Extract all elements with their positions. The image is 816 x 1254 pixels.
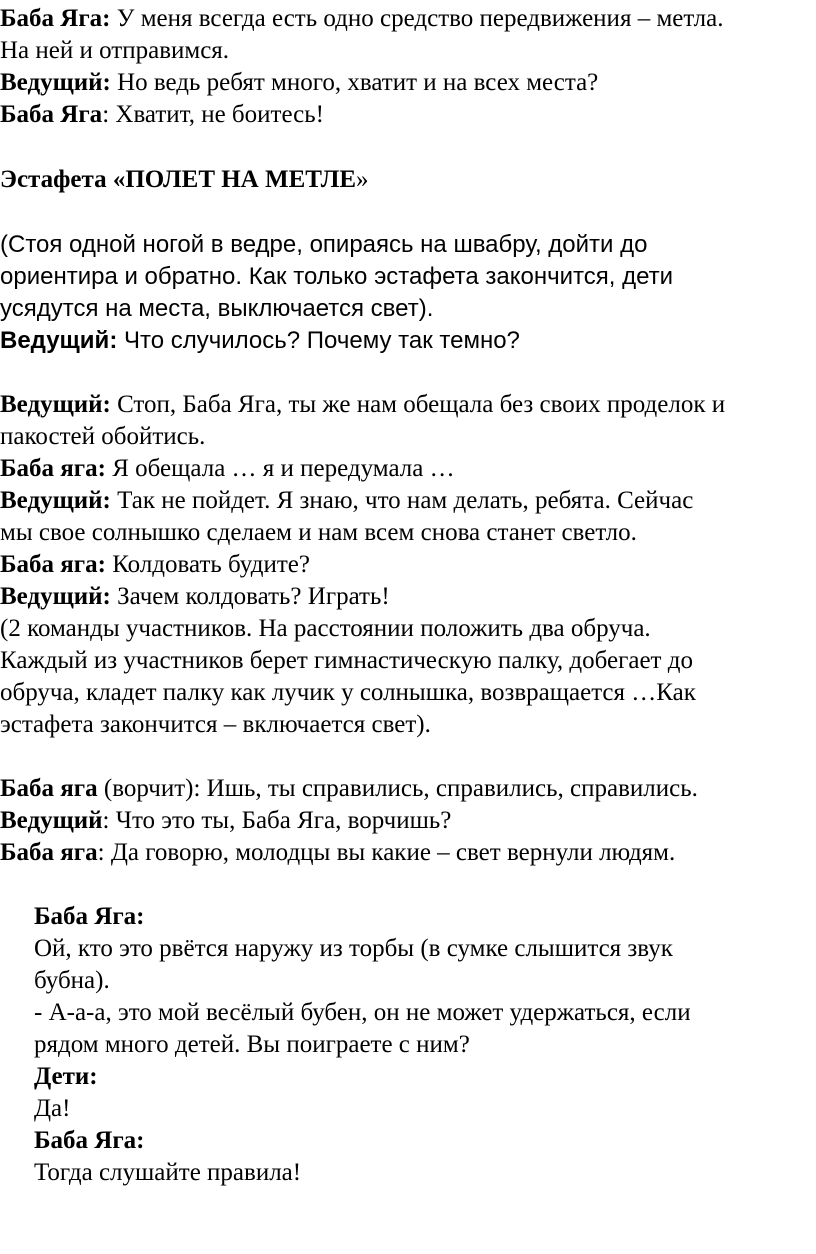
speaker-label: Баба Яга: (34, 903, 145, 930)
line-text: Стоп, Баба Яга, ты же нам обещала без своих проделок и (110, 391, 726, 418)
speaker-label: Ведущий: (0, 487, 111, 514)
heading-tail: » (356, 166, 369, 193)
text-line (0, 99, 324, 131)
text-line (0, 389, 725, 421)
line-text: У меня всегда есть одно средство передвижения – метла. (110, 5, 724, 32)
text-line (0, 773, 698, 805)
text-line (0, 581, 390, 613)
speaker-label: Ведущий: (0, 327, 118, 354)
speaker-label: Дети: (34, 1063, 98, 1090)
section-heading (0, 164, 369, 196)
text-line (0, 485, 693, 517)
speaker-heading (34, 901, 145, 933)
text-line (0, 453, 455, 485)
text-line: рядом много детей. Вы поиграете с ним? (34, 1031, 470, 1058)
text-line (0, 805, 451, 837)
line-text: Я обещала … я и передумала … (105, 455, 455, 482)
text-line: (Стоя одной ногой в ведре, опираясь на швабру, дойти до (0, 231, 648, 258)
line-text: Что случилось? Почему так темно? (117, 327, 520, 354)
line-text: Так не пойдет. Я знаю, что нам делать, ребята. Сейчас (110, 487, 694, 514)
speaker-label: Ведущий: (0, 69, 111, 96)
speaker-heading (34, 1061, 98, 1093)
text-line: мы свое солнышко сделаем и нам всем снова станет светло. (0, 519, 637, 546)
speaker-label: Баба яга: (0, 551, 106, 578)
text-line (0, 3, 723, 35)
text-line: - А-а-а, это мой весёлый бубен, он не может удержаться, если (34, 999, 691, 1026)
line-text: Но ведь ребят много, хватит и на всех места? (110, 69, 599, 96)
text-line: (2 команды участников. На расстоянии положить два обруча. (0, 615, 651, 642)
line-text: Зачем колдовать? Играть! (110, 583, 390, 610)
text-line (0, 325, 520, 357)
speaker-heading (34, 1125, 145, 1157)
text-line: Ой, кто это рвётся наружу из торбы (в сумке слышится звук (34, 935, 673, 962)
text-line: Да! (34, 1095, 71, 1122)
line-text: Колдовать будите? (105, 551, 310, 578)
text-line: Тогда слушайте правила! (34, 1159, 302, 1186)
speaker-label: Ведущий: (0, 391, 111, 418)
text-line: ориентира и обратно. Как только эстафета закончится, дети (0, 263, 674, 290)
speaker-label: Баба яга (0, 775, 98, 802)
text-line: эстафета закончится – включается свет). (0, 711, 431, 738)
text-line: обруча, кладет палку как лучик у солнышка, возвращается …Как (0, 679, 696, 706)
text-line (0, 67, 598, 99)
heading-title: Эстафета «ПОЛЕТ НА МЕТЛЕ (0, 166, 356, 193)
line-text: : Что это ты, Баба Яга, ворчишь? (102, 807, 452, 834)
speaker-label: Баба яга (0, 839, 98, 866)
speaker-label: Баба Яга: (0, 5, 111, 32)
text-line: пакостей обойтись. (0, 423, 206, 450)
speaker-label: Баба яга: (0, 455, 106, 482)
text-line: На ней и отправимся. (0, 37, 230, 64)
line-text: (ворчит): Ишь, ты справились, справились, справились. (97, 775, 698, 802)
text-line: усядутся на места, выключается свет). (0, 295, 434, 322)
speaker-label: Ведущий: (0, 583, 111, 610)
speaker-label: Ведущий (0, 807, 103, 834)
line-text: : Да говорю, молодцы вы какие – свет вернули людям. (97, 839, 676, 866)
text-line (0, 549, 310, 581)
text-line: Каждый из участников берет гимнастическую палку, добегает до (0, 647, 693, 674)
text-line: бубна). (34, 967, 110, 994)
line-text: : Хватит, не боитесь! (102, 101, 325, 128)
speaker-label: Баба Яга (0, 101, 103, 128)
speaker-label: Баба Яга: (34, 1127, 145, 1154)
text-line (0, 837, 675, 869)
